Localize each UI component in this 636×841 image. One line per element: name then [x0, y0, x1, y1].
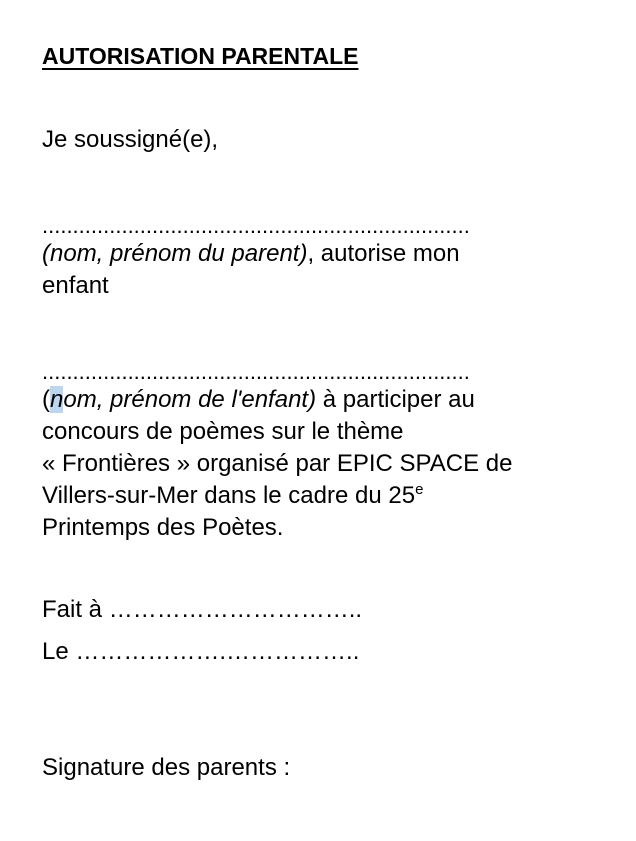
body-line-4-text: Villers-sur-Mer dans le cadre du 25 — [42, 482, 416, 509]
fait-line — [42, 594, 362, 626]
fait-blank: ………………………….. — [108, 596, 363, 623]
parent-name-blank: ...................................................................... — [42, 213, 470, 238]
child-name-blank: ...................................................................... — [42, 359, 470, 384]
intro-line: Je soussigné(e), — [42, 126, 219, 153]
body-line-5: Printemps des Poètes. — [42, 514, 284, 541]
document-title: AUTORISATION PARENTALE — [42, 43, 359, 69]
child-suffix: à participer au — [316, 386, 475, 413]
parent-line-2: enfant — [42, 272, 109, 299]
fait-label: Fait à — [42, 596, 103, 623]
signature-label: Signature des parents : — [42, 754, 291, 781]
date-label: Le — [42, 638, 69, 665]
child-hint-open: ( — [42, 386, 50, 413]
child-line — [42, 384, 475, 416]
body-line-3: « Frontières » organisé par EPIC SPACE de — [42, 450, 513, 477]
body-line-2: concours de poèmes sur le thème — [42, 418, 404, 445]
parent-hint: (nom, prénom du parent) — [42, 240, 308, 267]
child-hint: om, prénom de l'enfant) — [63, 386, 317, 413]
ordinal-superscript: e — [415, 481, 424, 498]
date-line — [42, 636, 359, 668]
date-blank: ……………….…………….. — [75, 638, 360, 665]
body-line-4 — [42, 480, 423, 512]
child-hint-first-letter: n — [50, 386, 64, 413]
parent-line — [42, 238, 460, 270]
parent-suffix: , autorise mon — [307, 240, 460, 267]
